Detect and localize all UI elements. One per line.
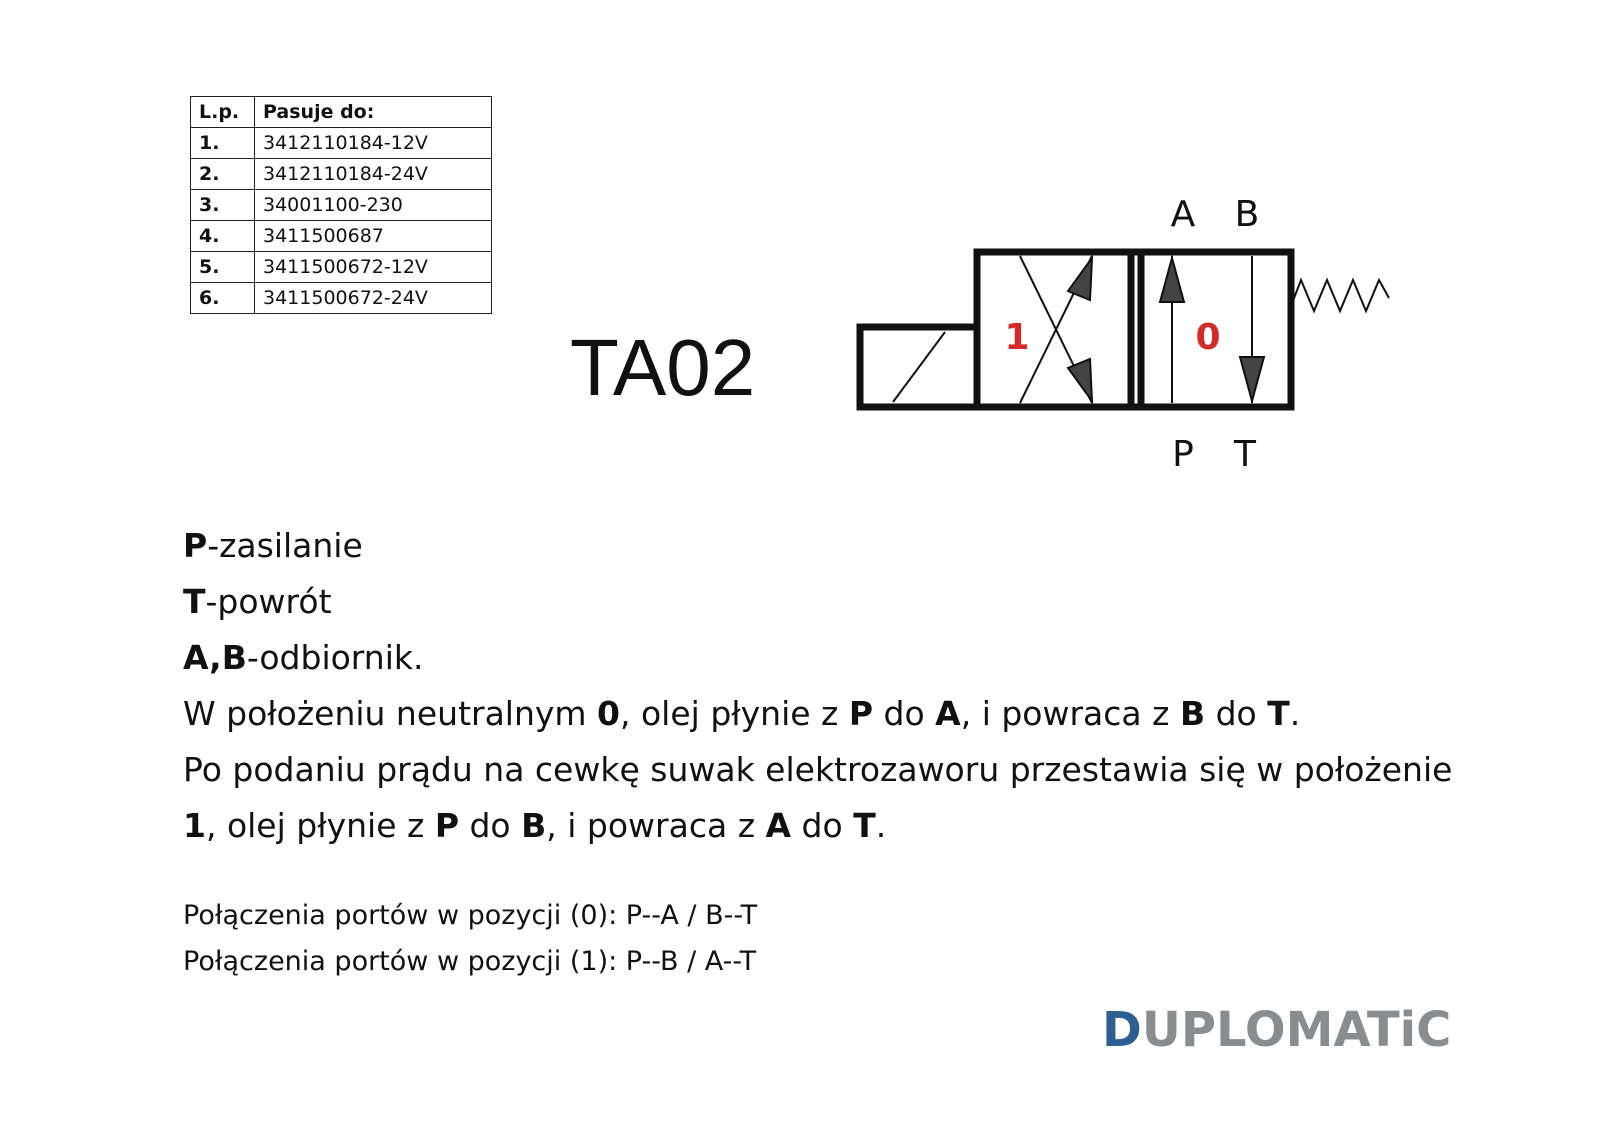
bold-fragment: B bbox=[1179, 694, 1206, 733]
text-fragment: W położeniu neutralnym bbox=[183, 694, 598, 733]
port-connections bbox=[183, 893, 757, 985]
part-number: 34001100-230 bbox=[255, 190, 492, 221]
bold-fragment: B bbox=[521, 806, 547, 845]
energized-position-description bbox=[183, 742, 1473, 854]
text-fragment: do bbox=[791, 806, 854, 845]
column-header-fits: Pasuje do: bbox=[255, 97, 492, 128]
text-fragment: do bbox=[459, 806, 522, 845]
position-1-crossed-flow-symbol bbox=[1020, 256, 1092, 403]
legend-line-t bbox=[183, 574, 1473, 630]
legend-desc-ab: -odbiornik. bbox=[246, 638, 424, 677]
port-legend bbox=[183, 518, 1473, 854]
logo-text: UPLOMATiC bbox=[1141, 1002, 1452, 1058]
port-a-label: A bbox=[1170, 194, 1196, 235]
row-number: 5. bbox=[191, 252, 255, 283]
legend-key-t: T bbox=[183, 582, 206, 621]
column-header-lp: L.p. bbox=[191, 97, 255, 128]
row-number: 2. bbox=[191, 159, 255, 190]
part-number: 3411500672-12V bbox=[255, 252, 492, 283]
position-1-label: 1 bbox=[1004, 317, 1030, 358]
legend-desc-t: -powrót bbox=[205, 582, 332, 621]
text-fragment: , olej płynie z bbox=[620, 694, 849, 733]
text-fragment: do bbox=[873, 694, 936, 733]
legend-key-ab: A,B bbox=[183, 638, 247, 677]
row-number: 4. bbox=[191, 221, 255, 252]
port-p-label: P bbox=[1172, 434, 1194, 475]
bold-fragment: P bbox=[434, 806, 459, 845]
text-fragment: , i powraca z bbox=[546, 806, 766, 845]
bold-fragment: T bbox=[853, 806, 876, 845]
bold-fragment: T bbox=[1267, 694, 1290, 733]
part-number: 3412110184-24V bbox=[255, 159, 492, 190]
bold-fragment: P bbox=[848, 694, 874, 733]
logo-letter-d: D bbox=[1102, 1002, 1142, 1058]
text-fragment: . bbox=[1289, 694, 1301, 733]
text-fragment: . bbox=[875, 806, 887, 845]
solenoid-coil-symbol bbox=[860, 327, 977, 407]
bold-fragment: 1 bbox=[183, 806, 206, 845]
valve-schematic bbox=[0, 0, 1600, 500]
connections-position-0: Połączenia portów w pozycji (0): P--A / B--T bbox=[183, 900, 758, 931]
row-number: 3. bbox=[191, 190, 255, 221]
neutral-position-description bbox=[183, 686, 1473, 742]
bold-fragment: A bbox=[765, 806, 792, 845]
legend-line-ab bbox=[183, 630, 1473, 686]
port-b-label: B bbox=[1234, 194, 1260, 235]
bold-fragment: 0 bbox=[597, 694, 621, 733]
text-fragment: , olej płynie z bbox=[205, 806, 435, 845]
valve-code-title: TA02 bbox=[570, 323, 756, 412]
text-fragment: , i powraca z bbox=[960, 694, 1180, 733]
legend-key-p: P bbox=[183, 526, 208, 565]
text-fragment: do bbox=[1205, 694, 1268, 733]
position-0-label: 0 bbox=[1195, 317, 1221, 358]
part-number: 3411500672-24V bbox=[255, 283, 492, 314]
row-number: 1. bbox=[191, 128, 255, 159]
legend-line-p bbox=[183, 518, 1473, 574]
duplomatic-logo bbox=[1102, 1002, 1452, 1058]
connections-position-1: Połączenia portów w pozycji (1): P--B / A--T bbox=[183, 946, 757, 977]
bold-fragment: A bbox=[935, 694, 961, 733]
return-spring-symbol bbox=[1291, 280, 1389, 311]
part-number: 3412110184-12V bbox=[255, 128, 492, 159]
text-fragment: Po podaniu prądu na cewkę suwak elektrozaworu przestawia się w położenie bbox=[183, 750, 1453, 789]
row-number: 6. bbox=[191, 283, 255, 314]
port-t-label: T bbox=[1234, 434, 1256, 475]
part-number: 3411500687 bbox=[255, 221, 492, 252]
legend-desc-p: -zasilanie bbox=[207, 526, 363, 565]
